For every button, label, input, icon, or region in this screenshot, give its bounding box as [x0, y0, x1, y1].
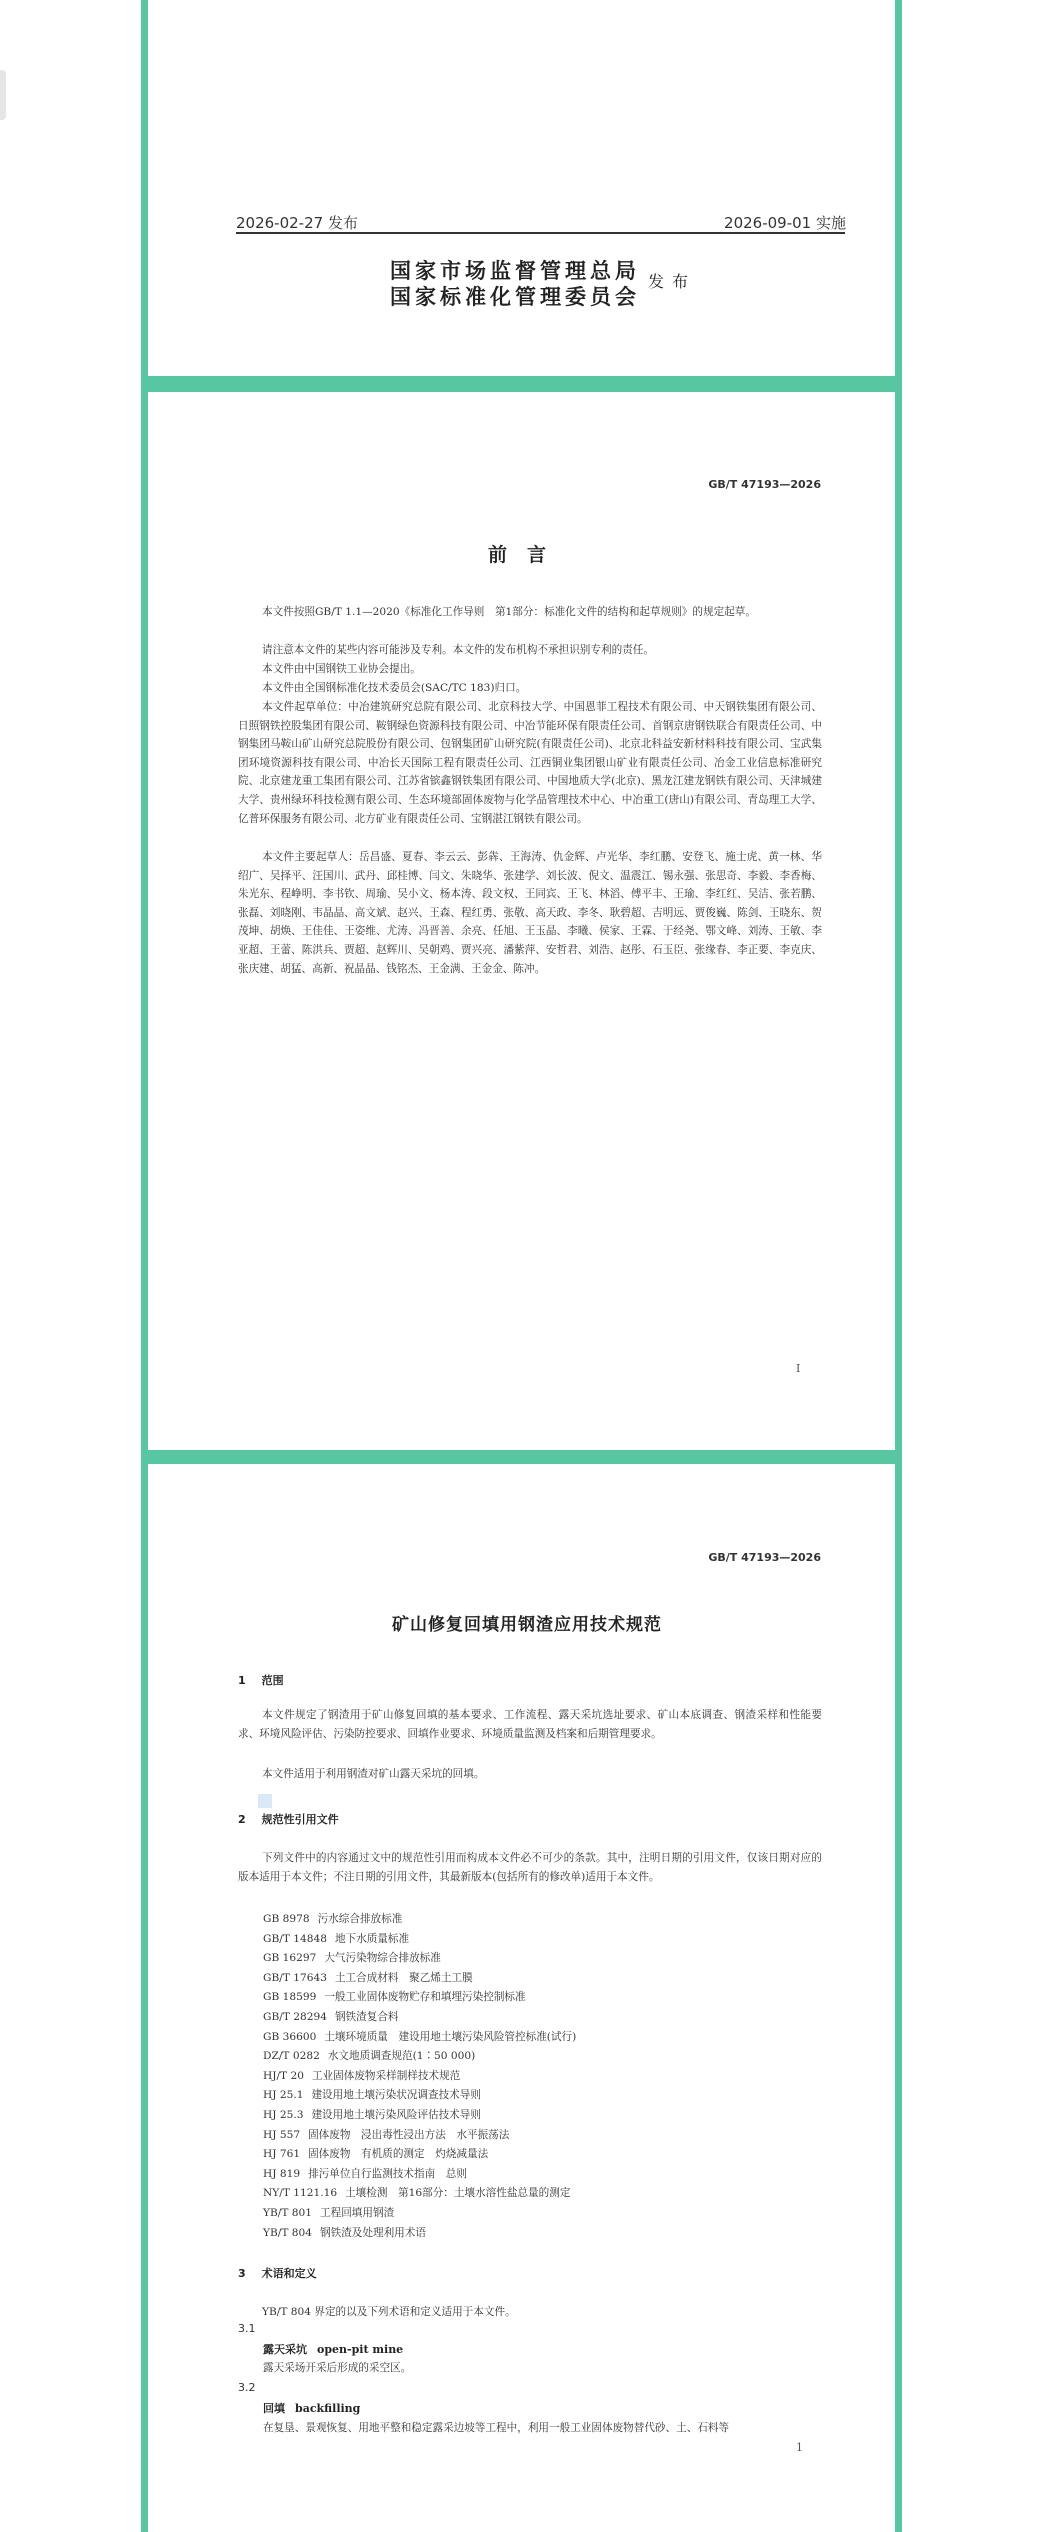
term-name: 露天采坑 open-pit mine: [263, 2343, 404, 2356]
implementation-date: 2026-09-01 实施: [724, 214, 846, 232]
page-1: [148, 0, 895, 376]
reference-item: GB/T 14848 地下水质量标准: [263, 1932, 410, 1945]
reference-item: HJ 25.1 建设用地土壤污染状况调查技术导则: [263, 2089, 481, 2102]
text-cursor-highlight: [258, 1794, 272, 1808]
reference-item: GB 8978 污水综合排放标准: [263, 1913, 403, 1925]
reference-list: [263, 1910, 576, 2243]
section-2-heading: 2 规范性引用文件: [238, 1813, 339, 1826]
publish-label: 发布: [648, 272, 697, 291]
running-header: GB/T 47193—2026: [708, 1551, 821, 1564]
running-header: GB/T 47193—2026: [708, 478, 821, 491]
term-name: 回填 backfilling: [263, 2402, 361, 2415]
reference-item: YB/T 801 工程回填用钢渣: [263, 2206, 395, 2219]
reference-item: GB 16297 大气污染物综合排放标准: [263, 1952, 441, 1965]
scope-paragraph: 本文件规定了钢渣用于矿山修复回填的基本要求、工作流程、露天采坑选址要求、矿山本底调查、钢渣采样和性能要求、环境风险评估、污染防控要求、回填作业要求、环境质量监测及档案和后期管理要求。: [238, 1709, 822, 1740]
reference-item: YB/T 804 钢铁渣及处理利用术语: [263, 2226, 426, 2239]
reference-item: HJ 819 排污单位自行监测技术指南 总则: [263, 2167, 467, 2180]
reference-item: GB/T 17643 土工合成材料 聚乙烯土工膜: [263, 1971, 473, 1984]
reference-item: HJ 557 固体废物 浸出毒性浸出方法 水平振荡法: [263, 2128, 510, 2141]
drafters: 本文件主要起草人：岳昌盛、夏春、李云云、彭犇、王海涛、仇金辉、卢光华、李红鹏、安登飞、施士虎、黄一林、华绍广、吴择平、汪国川、武丹、邱桂博、闫文、朱晓华、张建学、刘长波、倪文、温震江、锡永强、张思奇、李毅、李香梅、朱光东、程峥明、李书钦、周瑜、吴小文、杨本涛、段文权、王同宾、王飞、林滔、傅平丰、王瑜、李红红、吴洁、张若鹏、张磊、刘晓刚、韦晶晶、高文斌、赵兴、王森、程红勇、张敬、高天政、李冬、耿碧超、吉明远、贾俊巍、陈剑、王晓东、贺茂坤、胡焕、王佳佳、王姿维、尤涛、冯晋善、余亮、任旭、王玉晶、李曦、侯家、王霖、于经尧、鄂文峰、刘涛、王敏、李亚超、王蕾、陈洪兵、贾超、赵辉川、吴朝鸡、贾兴亮、潘紫萍、安哲君、刘浩、赵彤、石玉臣、张缘春、李正要、李克庆、张庆建、胡猛、高新、祝晶晶、钱铭杰、王金满、王金金、陈冲。: [238, 851, 822, 975]
foreword-title: 前言: [487, 544, 566, 566]
foreword-paragraph: 请注意本文件的某些内容可能涉及专利。本文件的发布机构不承担识别专利的责任。: [262, 644, 654, 656]
divider: [236, 232, 845, 234]
term-definition: 露天采场开采后形成的采空区。: [263, 2362, 412, 2374]
foreword-paragraph: 本文件按照GB/T 1.1—2020《标准化工作导则 第1部分：标准化文件的结构和起草规则》的规定起草。: [262, 606, 756, 618]
section-1-heading: 1 范围: [238, 1674, 284, 1687]
foreword-paragraph: 本文件由全国钢标准化技术委员会(SAC/TC 183)归口。: [262, 682, 527, 694]
issuing-authority-2: 国家标准化管理委员会: [390, 284, 640, 309]
page-number: 1: [796, 2441, 803, 2454]
references-intro: 下列文件中的内容通过文中的规范性引用而构成本文件必不可少的条款。其中，注明日期的引用文件，仅该日期对应的版本适用于本文件；不注日期的引用文件，其最新版本(包括所有的修改单)适用于本文件。: [238, 1852, 822, 1883]
foreword-paragraph: 本文件由中国钢铁工业协会提出。: [262, 663, 421, 675]
issuing-authority-1: 国家市场监督管理总局: [390, 258, 640, 283]
page-number: I: [796, 1362, 801, 1375]
term-number: 3.2: [238, 2381, 256, 2394]
term-definition: 在复垦、景观恢复、用地平整和稳定露采边坡等工程中，利用一般工业固体废物替代砂、土、石料等: [263, 2422, 730, 2434]
reference-item: DZ/T 0282 水文地质调查规范(1∶50 000): [263, 2050, 476, 2063]
drafting-units: 本文件起草单位：中冶建筑研究总院有限公司、北京科技大学、中国恩菲工程技术有限公司、中天钢铁集团有限公司、日照钢铁控股集团有限公司、鞍钢绿色资源科技有限公司、中冶节能环保有限责任公司、首钢京唐钢铁联合有限责任公司、中钢集团马鞍山矿山研究总院股份有限公司、包钢集团矿山研究院(有限责任公司)、北京北科益安新材料科技有限公司、宝武集团环境资源科技有限公司、中冶长天国际工程有限责任公司、江西铜业集团银山矿业有限责任公司、冶金工业信息标准研究院、北京建龙重工集团有限公司、江苏省镔鑫钢铁集团有限公司、中国地质大学(北京)、黑龙江建龙钢铁有限公司、天津城建大学、贵州绿环科技检测有限公司、生态环境部固体废物与化学品管理技术中心、中冶重工(唐山)有限公司、青岛理工大学、亿普环保服务有限公司、北方矿业有限责任公司、宝钢湛江钢铁有限公司。: [238, 701, 822, 825]
term-number: 3.1: [238, 2322, 256, 2335]
terms-intro: YB/T 804 界定的以及下列术语和定义适用于本文件。: [262, 2306, 516, 2318]
reference-item: HJ 761 固体废物 有机质的测定 灼烧减量法: [263, 2148, 489, 2161]
reference-item: HJ 25.3 建设用地土壤污染风险评估技术导则: [263, 2108, 481, 2121]
reference-item: NY/T 1121.16 土壤检测 第16部分：土壤水溶性盐总量的测定: [263, 2187, 571, 2200]
issue-date: 2026-02-27 发布: [236, 214, 358, 232]
standard-title: 矿山修复回填用钢渣应用技术规范: [392, 1615, 662, 1635]
scope-paragraph: 本文件适用于利用钢渣对矿山露天采坑的回填。: [262, 1768, 485, 1780]
side-panel-handle[interactable]: [0, 70, 6, 120]
reference-item: GB/T 28294 钢铁渣复合料: [263, 2010, 399, 2023]
section-3-heading: 3 术语和定义: [238, 2267, 317, 2280]
reference-item: HJ/T 20 工业固体废物采样制样技术规范: [263, 2069, 461, 2082]
reference-item: GB 36600 土壤环境质量 建设用地土壤污染风险管控标准(试行): [263, 2030, 577, 2043]
reference-item: GB 18599 一般工业固体废物贮存和填埋污染控制标准: [263, 1991, 526, 2004]
page-frame-1: [141, 0, 902, 385]
